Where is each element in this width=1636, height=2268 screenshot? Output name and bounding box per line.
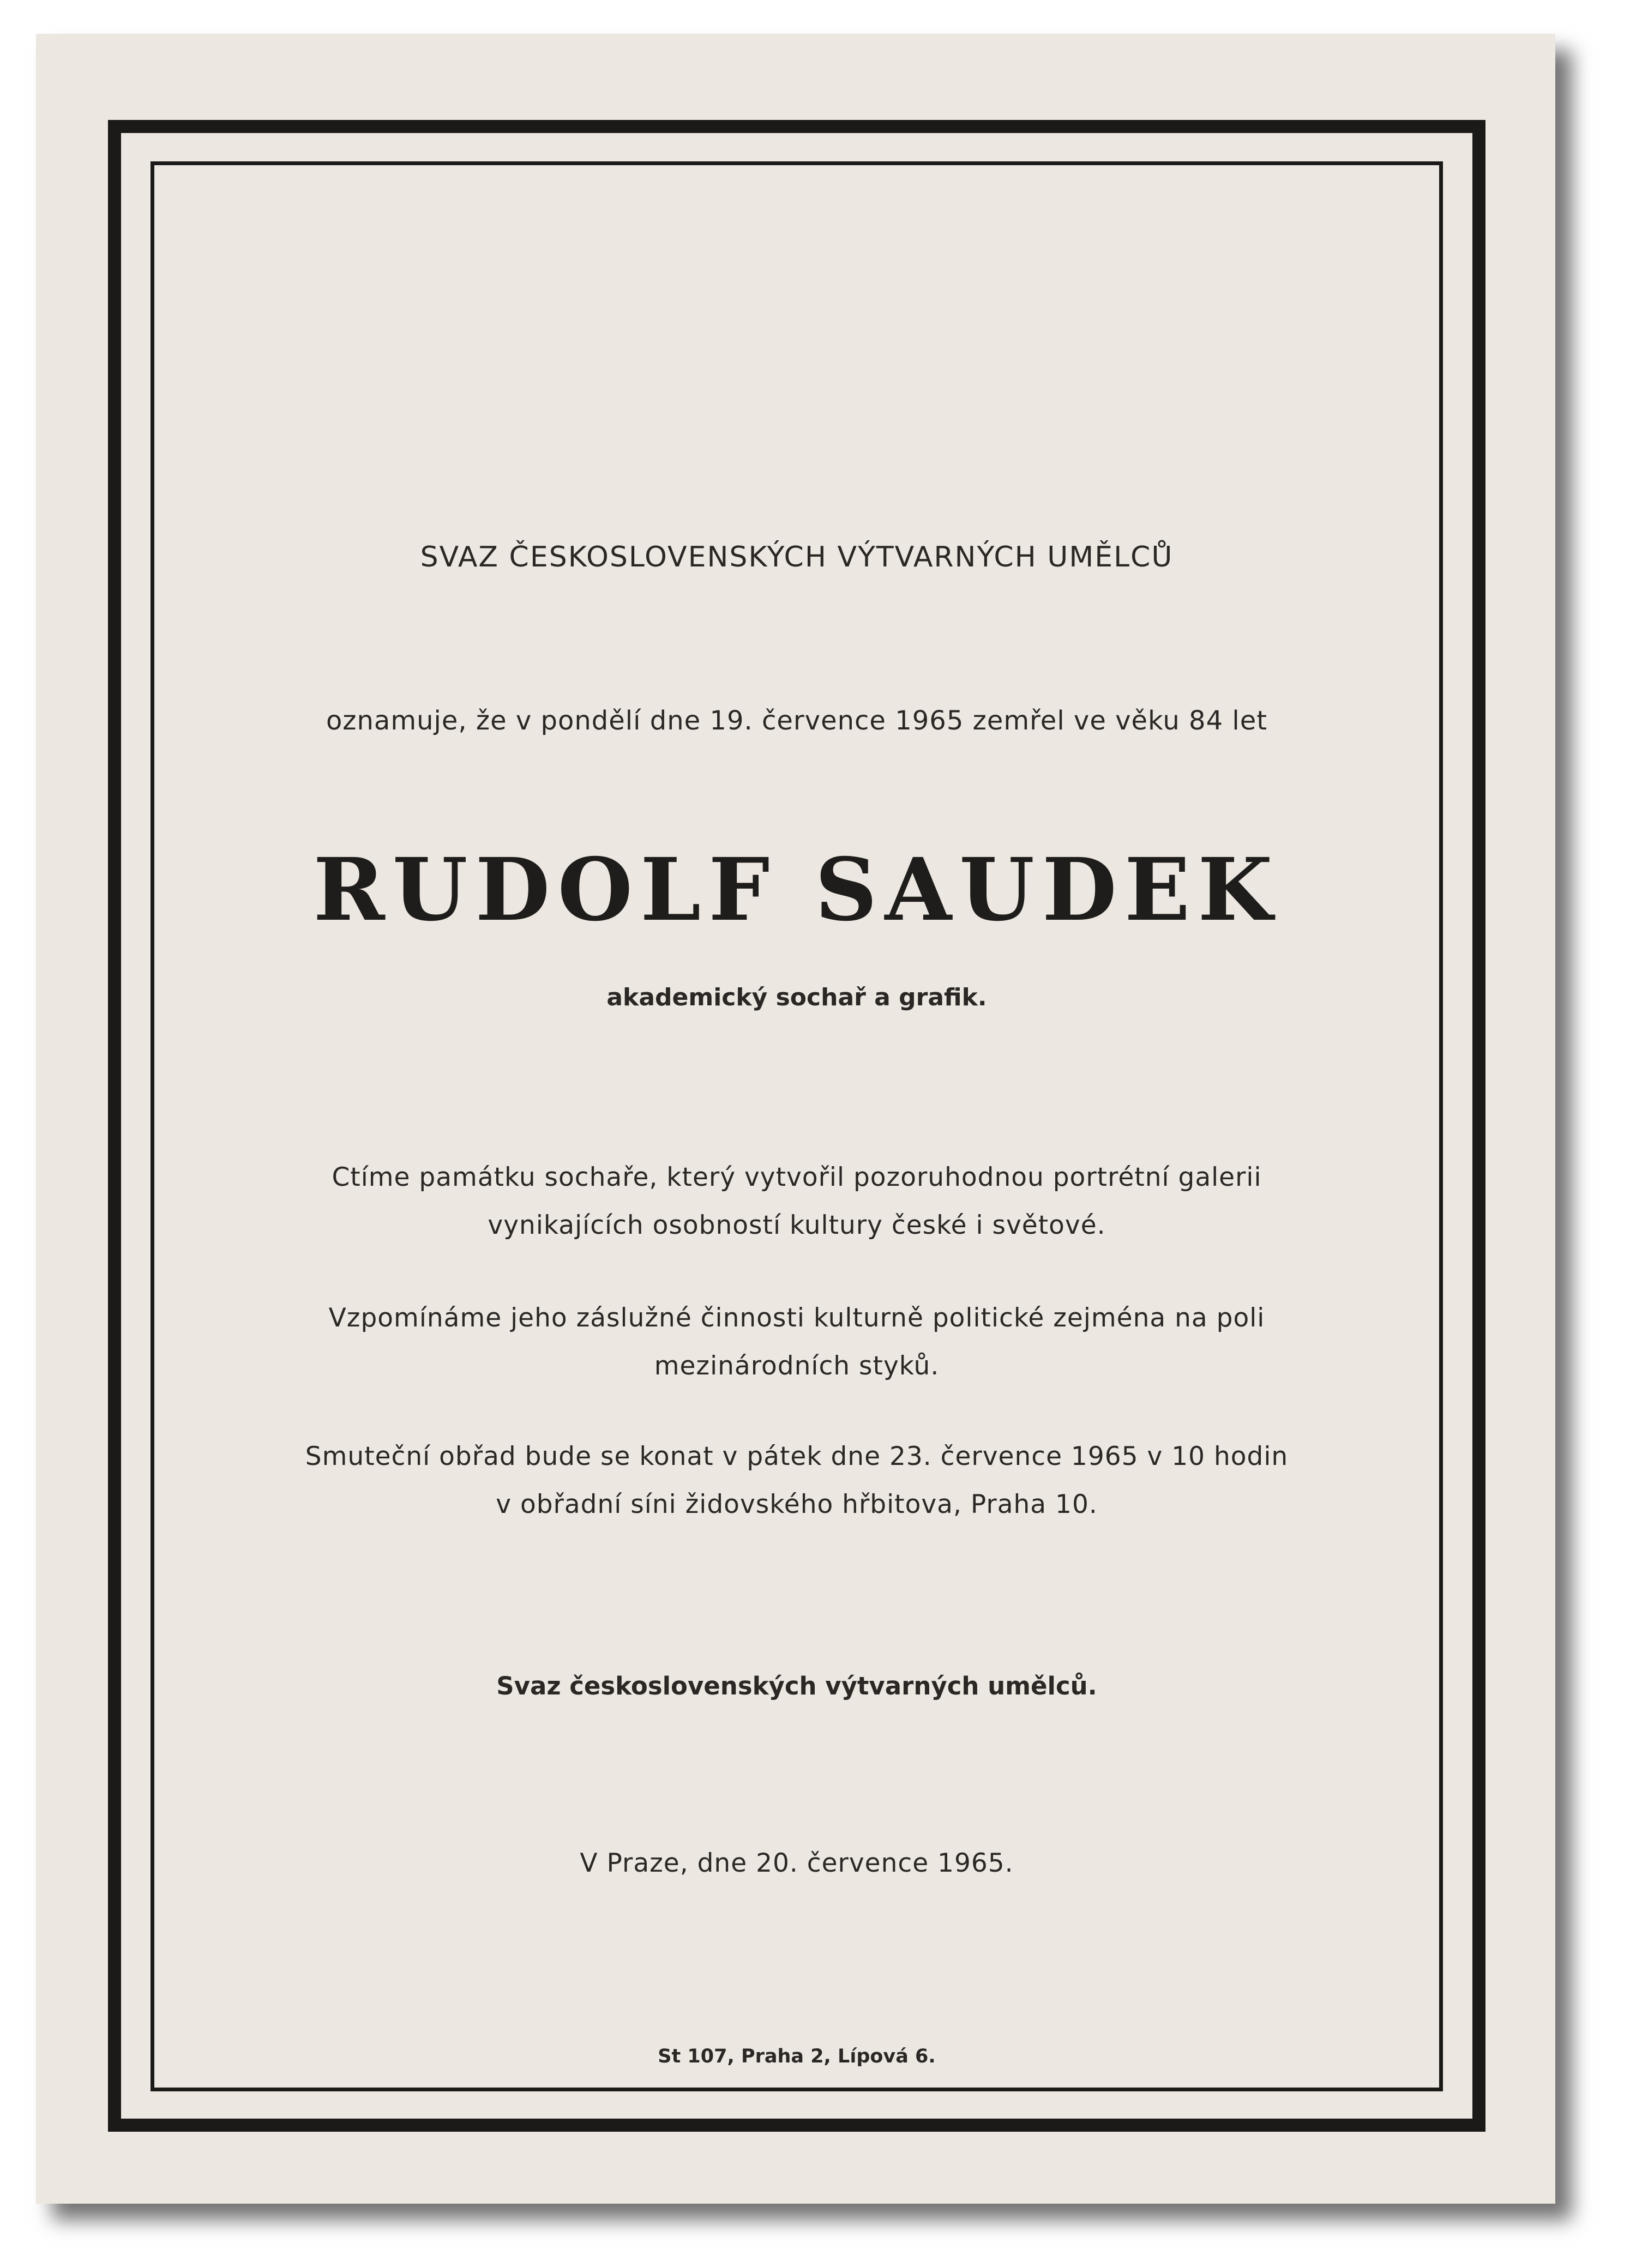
paragraph-line: Smuteční obřad bude se konat v pátek dne 23. července 1965 v 10 hodin: [305, 1441, 1289, 1471]
funeral-paragraph: [151, 1433, 1443, 1529]
remembrance-paragraph: [151, 1294, 1443, 1390]
paragraph-line: Vzpomínáme jeho záslužné činnosti kulturně politické zejména na poli: [328, 1303, 1265, 1333]
paragraph-line: v obřadní síni židovského hřbitova, Praha 10.: [496, 1489, 1098, 1519]
paragraph-line: mezinárodních styků.: [654, 1351, 940, 1381]
paragraph-line: Ctíme památku sochaře, který vytvořil pozoruhodnou portrétní galerii: [332, 1162, 1262, 1192]
signature: Svaz československých výtvarných umělců.: [496, 1672, 1097, 1700]
tribute-paragraph: [151, 1154, 1443, 1250]
paper-sheet: [36, 34, 1555, 2204]
printer-imprint: St 107, Praha 2, Lípová 6.: [658, 2046, 936, 2067]
organization-heading: SVAZ ČESKOSLOVENSKÝCH VÝTVARNÝCH UMĚLCŮ: [420, 541, 1174, 574]
paragraph-line: vynikajících osobností kultury české i světové.: [488, 1210, 1106, 1240]
deceased-name: RUDOLF SAUDEK: [313, 840, 1280, 940]
death-announcement: oznamuje, že v pondělí dne 19. července 1965 zemřel ve věku 84 let: [326, 705, 1268, 736]
deceased-profession: akademický sochař a grafik.: [606, 984, 987, 1011]
mourning-border-inner: [151, 161, 1443, 2091]
dateline: V Praze, dne 20. července 1965.: [580, 1848, 1014, 1878]
